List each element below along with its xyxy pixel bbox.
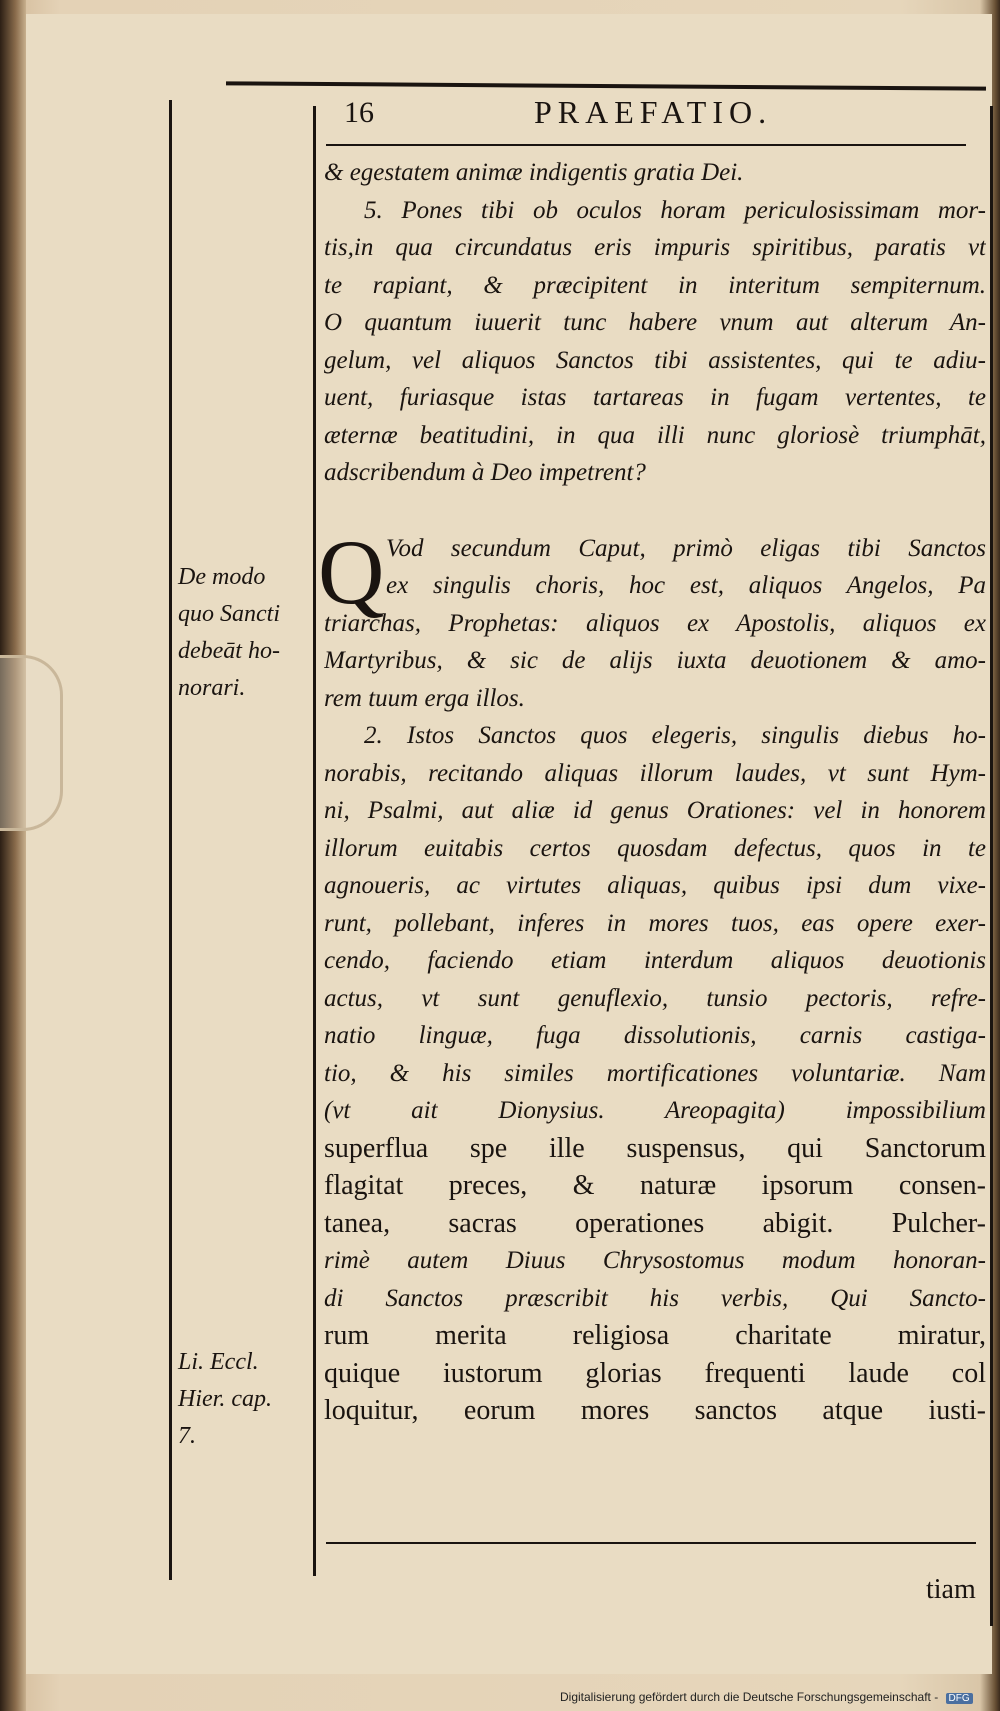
- margin-note-line: Hier. cap.: [178, 1386, 272, 1412]
- left-rule: [169, 100, 172, 1580]
- header-underline: [326, 144, 966, 146]
- text-line: adscribendum à Deo impetrent?: [324, 459, 646, 486]
- text-line: 5. Pones tibi ob oculos horam periculosissimam mor-: [364, 196, 986, 224]
- book-page: [26, 14, 992, 1674]
- text-line: norabis, recitando aliquas illorum laudes, vt sunt Hym-: [324, 759, 986, 787]
- page-edge: [0, 0, 26, 1711]
- running-title: PRAEFATIO.: [534, 94, 773, 130]
- catchword: tiam: [926, 1574, 976, 1605]
- text-line: æternæ beatitudini, in qua illi nunc gloriosè triumphāt,: [324, 421, 986, 449]
- digitization-credit: [560, 1690, 973, 1704]
- credit-text: Digitalisierung gefördert durch die Deutsche Forschungsgemeinschaft -: [560, 1690, 939, 1704]
- text-line: rem tuum erga illos.: [324, 684, 525, 712]
- top-rule: [226, 81, 986, 90]
- margin-note-line: norari.: [178, 675, 246, 701]
- text-line: triarchas, Prophetas: aliquos ex Apostolis, aliquos ex: [324, 609, 986, 637]
- main-text: [318, 154, 986, 1430]
- margin-note-line: De modo: [178, 564, 266, 590]
- text-line: Vod secundum Caput, primò eligas tibi Sanctos: [386, 534, 986, 562]
- margin-note-1: [178, 559, 310, 707]
- dropcap-letter: Q: [318, 520, 385, 623]
- text-line: gelum, vel aliquos Sanctos tibi assistentes, qui te adiu-: [324, 346, 986, 374]
- text-line: tis,in qua circundatus eris impuris spiritibus, paratis vt: [324, 234, 986, 261]
- text-line: flagitat preces, & naturæ ipsorum consen-: [324, 1170, 986, 1201]
- text-line: rum merita religiosa charitate miratur,: [324, 1320, 986, 1351]
- right-rule: [990, 106, 993, 1626]
- text-line: runt, pollebant, inferes in mores tuos, eas opere exer-: [324, 909, 986, 937]
- text-line: illorum euitabis certos quosdam defectus, quos in te: [324, 834, 986, 862]
- bottom-rule: [326, 1542, 976, 1544]
- margin-rule: [313, 106, 316, 1576]
- dfg-logo: DFG: [946, 1693, 973, 1704]
- paragraph-gap: [324, 492, 986, 530]
- margin-note-line: quo Sancti: [178, 601, 280, 627]
- text-line: rimè autem Diuus Chrysostomus modum honoran-: [324, 1247, 986, 1274]
- margin-note-line: 7.: [178, 1423, 196, 1449]
- text-line: (vt ait Dionysius. Areopagita) impossibilium: [324, 1097, 986, 1124]
- text-line: 2. Istos Sanctos quos elegeris, singulis diebus ho-: [364, 722, 986, 749]
- margin-note-line: debeāt ho-: [178, 638, 280, 664]
- text-line: Martyribus, & sic de alijs iuxta deuotionem & amo-: [324, 647, 986, 674]
- text-line: agnoueris, ac virtutes aliquas, quibus ipsi dum vixe-: [324, 872, 986, 899]
- text-line: loquitur, eorum mores sanctos atque iusti-: [324, 1395, 986, 1426]
- text-line: tanea, sacras operationes abigit. Pulcher-: [324, 1207, 986, 1239]
- text-line: O quantum iuuerit tunc habere vnum aut alterum An-: [324, 309, 986, 336]
- text-line: actus, vt sunt genuflexio, tunsio pectoris, refre-: [324, 984, 986, 1012]
- text-line: te rapiant, & præcipitent in interitum sempiternum.: [324, 271, 986, 299]
- text-line: natio linguæ, fuga dissolutionis, carnis castiga-: [324, 1022, 986, 1049]
- text-line: ni, Psalmi, aut aliæ id genus Orationes: vel in honorem: [324, 797, 986, 824]
- text-line: superflua spe ille suspensus, qui Sanctorum: [324, 1132, 986, 1164]
- text-line: & egestatem animæ indigentis gratia Dei.: [324, 159, 744, 186]
- text-line: tio, & his similes mortificationes voluntariæ. Nam: [324, 1059, 986, 1087]
- margin-note-line: Li. Eccl.: [178, 1349, 259, 1375]
- margin-note-2: [178, 1344, 310, 1455]
- text-line: cendo, faciendo etiam interdum aliquos deuotionis: [324, 947, 986, 974]
- page-number: 16: [344, 96, 374, 129]
- page-clip: [0, 655, 63, 831]
- text-line: di Sanctos præscribit his verbis, Qui Sancto-: [324, 1284, 986, 1312]
- text-line: uent, furiasque istas tartareas in fugam vertentes, te: [324, 384, 986, 411]
- text-line: ex singulis choris, hoc est, aliquos Angelos, Pa: [386, 572, 986, 599]
- text-line: quique iustorum glorias frequenti laude col: [324, 1357, 986, 1389]
